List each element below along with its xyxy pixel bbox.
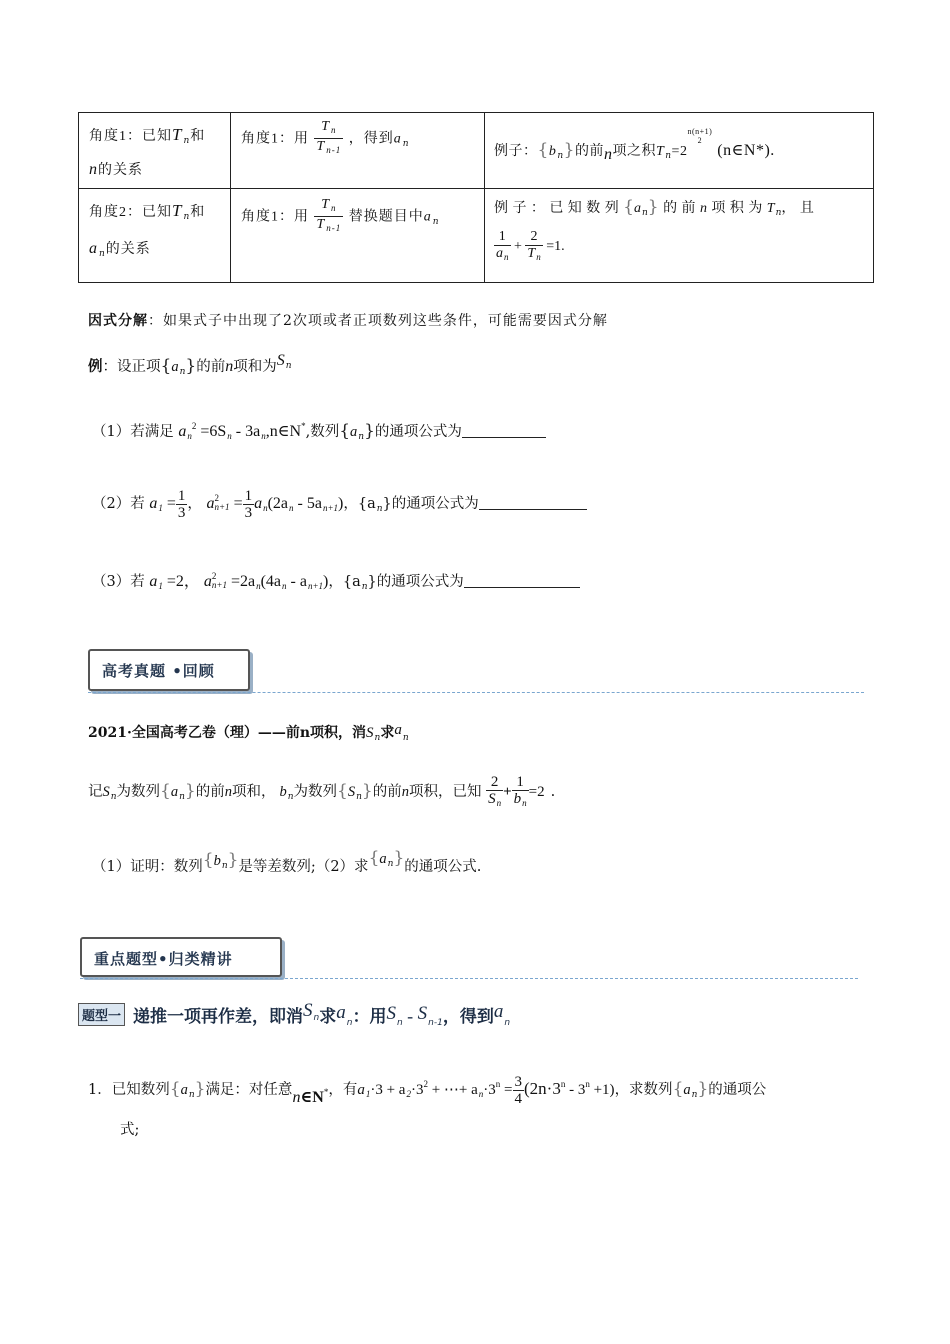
- exam-heading: 2021·全国高考乙卷（理）——前n项积，消$S_n$求$a_n$: [88, 722, 409, 743]
- row1-condition: 角度1：已知$T_n$和: [89, 125, 206, 146]
- row2-example: 例 子 ： 已 知 数 列 $\{a_n\}$ 的 前 n 项 积 为 $T_n$， 且: [494, 197, 814, 218]
- row2-example-formula: $\frac{1}{a_n}$ + $\frac{2}{T_n}$ =1.: [496, 229, 565, 262]
- row1-condition-2: n的关系: [89, 161, 143, 178]
- problem-3: （3）若 $a_1 =2$， a 2 n+1 $=2a_n(4a_n - a_{n+1})$，$\{a_n\}$的通项公式为: [92, 568, 580, 592]
- type-badge: 题型一: [78, 1003, 125, 1026]
- row1-example: 例子：$\{b_n\}$的前n项之积$T_n=2$ n(n+1) 2 (n∈N*).: [494, 127, 775, 163]
- section-divider-1: [88, 692, 864, 693]
- row1-method: 角度1：用 $\frac{T_n}{T_{n-1}}$ ，得到$a_n$: [241, 119, 410, 155]
- summary-table: [78, 112, 874, 283]
- section-divider-2: [80, 978, 858, 979]
- factor-note: 因式分解：如果式子中出现了2次项或者正项数列这些条件，可能需要因式分解: [88, 313, 608, 329]
- question-1: 1．已知数列$\{a_n\}$满足：对任意n∈N*，有$a_1\cdot 3 + a_2\cdot 3^2$ + ⋯+ $a_n\cdot 3^n$ = $\frac{3}{4}$ $(2n\cdot 3^n - 3^n +1)$，求数列$\{a_n\}$的通项公: [88, 1074, 767, 1107]
- exam-questions: （1）证明：数列$\{b^n\}$是等差数列;（2）求$\{a^n\}$的通项公式.: [92, 848, 482, 875]
- row2-condition: 角度2：已知$T_n$和: [89, 201, 206, 222]
- answer-blank-2[interactable]: [479, 495, 587, 510]
- exam-statement: 记$S_n$为数列$\{a_n\}$的前n项和， $b_n$为数列$\{S_n\}$的前n项积，已知 $\frac{2}{S_n}$ + $\frac{1}{b_n}$ =2 .: [88, 774, 556, 808]
- row2-method: 角度1：用 $\frac{T_n}{T_{n-1}}$ 替换题目中$a_n$: [241, 197, 440, 233]
- answer-blank-1[interactable]: [462, 423, 546, 438]
- section-tab-key-types: 重点题型•归类精讲: [80, 937, 282, 977]
- answer-blank-3[interactable]: [464, 573, 580, 588]
- section-tab-exam-review: 高考真题 •回顾: [88, 649, 250, 691]
- problem-1: （1）若满足 $a_n^2 =6S_n$ - $3a_n,n\in N^*$,数列$\{a_n\}$的通项公式为: [92, 420, 546, 442]
- question-1-cont: 式;: [120, 1122, 140, 1138]
- problem-2: （2）若 $a_1$ = $\frac{1}{3}$ ， a 2 n+1 = $\frac{1}{3}$ $a_n(2a_n - 5a_{n+1})$，$\{a_n\}$的通项公式为: [92, 488, 587, 521]
- row2-condition-2: $a_n$的关系: [89, 240, 151, 259]
- example-intro: 例：设正项$\{a_n\}$的前n项和为$S^n$: [88, 352, 292, 377]
- type-1-heading: 题型一 递推一项再作差，即消$S^n$求$a_n$：用$S_n - S_{n-1}$，得到$a_n$: [78, 1000, 510, 1028]
